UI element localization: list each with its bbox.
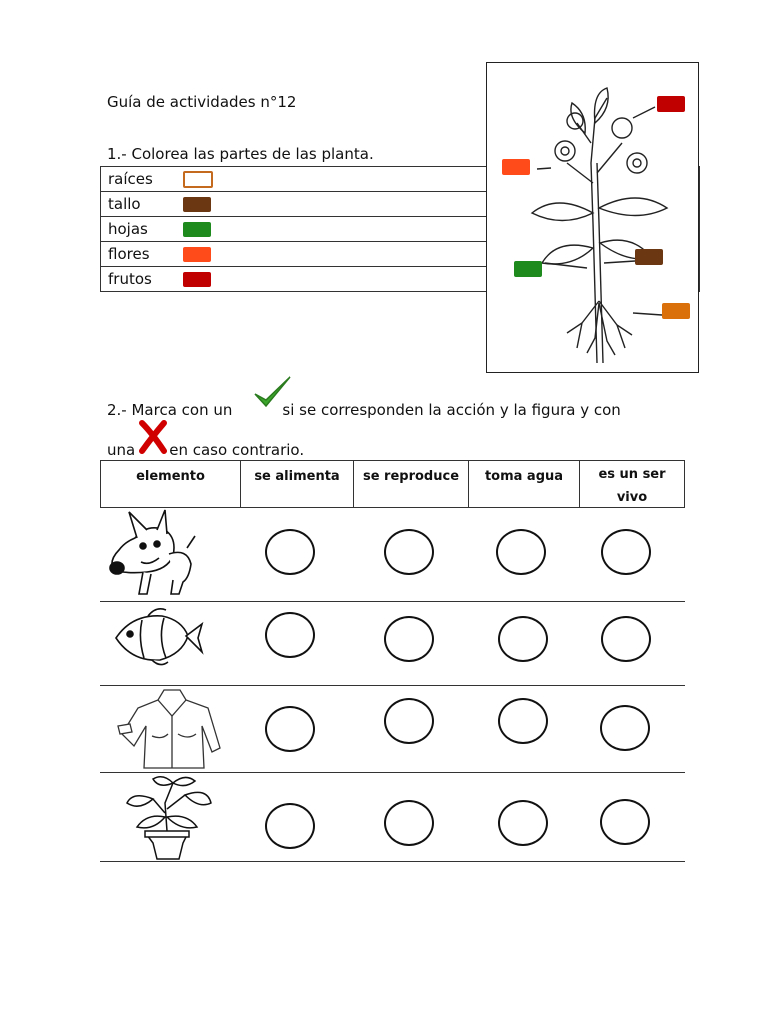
stem-tag bbox=[635, 249, 663, 265]
answer-circle[interactable] bbox=[384, 698, 434, 744]
answer-circle[interactable] bbox=[600, 799, 650, 845]
fish-icon bbox=[112, 606, 204, 674]
part-label: frutos bbox=[101, 267, 167, 292]
checkmark-icon bbox=[252, 374, 292, 414]
answer-circle[interactable] bbox=[384, 529, 434, 575]
answer-circle[interactable] bbox=[384, 616, 434, 662]
answer-circle[interactable] bbox=[601, 616, 651, 662]
part-label: raíces bbox=[101, 167, 167, 192]
cross-mark-icon bbox=[138, 419, 168, 459]
answer-circle[interactable] bbox=[498, 800, 548, 846]
question-2-line2: una en caso contrario. bbox=[107, 441, 305, 459]
fruits-swatch bbox=[183, 272, 211, 287]
activity-table-header bbox=[100, 460, 685, 508]
flowers-tag bbox=[502, 159, 530, 175]
part-label: flores bbox=[101, 242, 167, 267]
question-2-line1: 2.- Marca con un si se corresponden la acción y la figura y con bbox=[107, 401, 621, 419]
header-elemento: elemento bbox=[136, 469, 205, 484]
jacket-icon bbox=[116, 686, 228, 776]
leaves-tag bbox=[514, 261, 542, 277]
part-label: tallo bbox=[101, 192, 167, 217]
answer-circle[interactable] bbox=[600, 705, 650, 751]
answer-circle[interactable] bbox=[498, 616, 548, 662]
answer-circle[interactable] bbox=[265, 706, 315, 752]
answer-circle[interactable] bbox=[265, 612, 315, 658]
answer-circle[interactable] bbox=[265, 803, 315, 849]
answer-circle[interactable] bbox=[265, 529, 315, 575]
header-es-un-ser-vivo: es un ser vivo bbox=[598, 467, 666, 505]
potted-plant-icon bbox=[123, 773, 215, 867]
answer-circle[interactable] bbox=[601, 529, 651, 575]
plant-diagram bbox=[486, 62, 699, 373]
flowers-swatch bbox=[183, 247, 211, 262]
leaves-swatch bbox=[183, 222, 211, 237]
header-se-reproduce: se reproduce bbox=[362, 469, 460, 484]
stem-swatch bbox=[183, 197, 211, 212]
roots-swatch bbox=[183, 171, 213, 188]
part-label: hojas bbox=[101, 217, 167, 242]
page-title: Guía de actividades n°12 bbox=[107, 93, 297, 111]
header-toma-agua: toma agua bbox=[484, 469, 564, 484]
question-1: 1.- Colorea las partes de las planta. bbox=[107, 145, 374, 163]
roots-tag bbox=[662, 303, 690, 319]
header-se-alimenta: se alimenta bbox=[254, 469, 340, 484]
answer-circle[interactable] bbox=[498, 698, 548, 744]
dog-icon bbox=[107, 508, 197, 604]
answer-circle[interactable] bbox=[496, 529, 546, 575]
answer-circle[interactable] bbox=[384, 800, 434, 846]
fruits-tag bbox=[657, 96, 685, 112]
